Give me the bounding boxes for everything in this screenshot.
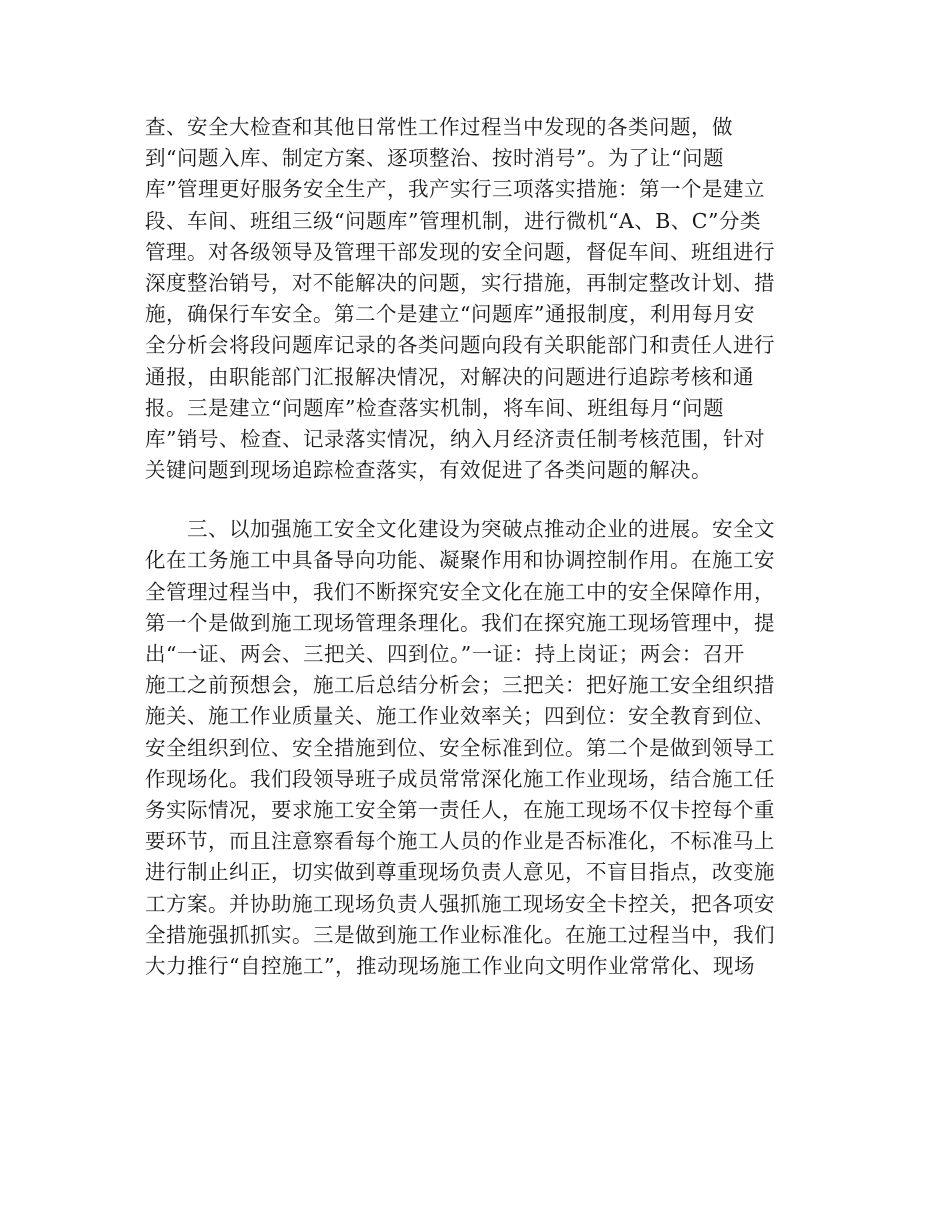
text-line: 深度整治销号，对不能解决的问题，实行措施，再制定整改计划、措 xyxy=(145,270,775,295)
text-line: 通报，由职能部门汇报解决情况，对解决的问题进行追踪考核和通 xyxy=(145,364,754,389)
text-line: 段、车间、班组三级“问题库”管理机制，进行微机“A、B、C”分类 xyxy=(145,208,761,233)
document-body xyxy=(145,112,805,982)
text-line: 全管理过程当中，我们不断探究安全文化在施工中的安全保障作用， xyxy=(145,579,775,604)
text-line: 查、安全大检查和其他日常性工作过程当中发现的各类问题，做 xyxy=(145,115,733,139)
text-line: 务实际情况，要求施工安全第一责任人，在施工现场不仅卡控每个重 xyxy=(145,797,775,822)
text-line: 出“一证、两会、三把关、四到位。”一证：持上岗证；两会：召开 xyxy=(145,642,745,666)
text-line: 库”销号、检查、记录落实情况，纳入月经济责任制考核范围，针对 xyxy=(145,426,765,451)
text-line: 施，确保行车安全。第二个是建立“问题库”通报制度，利用每月安 xyxy=(145,302,755,327)
text-line: 大力推行“自控施工”，推动现场施工作业向文明作业常常化、现场 xyxy=(145,953,755,978)
text-line: 作现场化。我们段领导班子成员常常深化施工作业现场，结合施工任 xyxy=(145,766,775,791)
text-line: 库”管理更好服务安全生产，我产实行三项落实措施：第一个是建立 xyxy=(145,177,765,202)
text-line: 第一个是做到施工现场管理条理化。我们在探究施工现场管理中，提 xyxy=(145,610,775,635)
text-line: 三、以加强施工安全文化建设为突破点推动企业的进展。安全文 xyxy=(145,517,775,542)
text-line: 全分析会将段问题库记录的各类问题向段有关职能部门和责任人进行 xyxy=(145,333,775,358)
text-line: 安全组织到位、安全措施到位、安全标准到位。第二个是做到领导工 xyxy=(145,735,775,760)
text-line: 施关、施工作业质量关、施工作业效率关；四到位：安全教育到位、 xyxy=(145,704,775,729)
text-line: 化在工务施工中具备导向功能、凝聚作用和协调控制作用。在施工安 xyxy=(145,548,775,573)
text-line: 管理。对各级领导及管理干部发现的安全问题，督促车间、班组进行 xyxy=(145,239,775,264)
text-line: 到“问题入库、制定方案、逐项整治、按时消号”。为了让“问题 xyxy=(145,146,724,171)
text-line: 全措施强抓抓实。三是做到施工作业标准化。在施工过程当中，我们 xyxy=(145,922,775,947)
paragraph-2 xyxy=(145,514,805,982)
text-line: 施工之前预想会，施工后总结分析会；三把关：把好施工安全组织措 xyxy=(145,673,775,698)
text-line: 工方案。并协助施工现场负责人强抓施工现场安全卡控关，把各项安 xyxy=(145,891,775,916)
text-line: 关键问题到现场追踪检查落实，有效促进了各类问题的解决。 xyxy=(145,458,712,483)
paragraph-spacer xyxy=(145,486,805,514)
text-line: 要环节，而且注意察看每个施工人员的作业是否标准化，不标准马上 xyxy=(145,829,775,854)
text-line: 报。三是建立“问题库”检查落实机制，将车间、班组每月“问题 xyxy=(145,395,724,420)
text-line: 进行制止纠正，切实做到尊重现场负责人意见，不盲目指点，改变施 xyxy=(145,860,775,885)
paragraph-1 xyxy=(145,112,805,486)
